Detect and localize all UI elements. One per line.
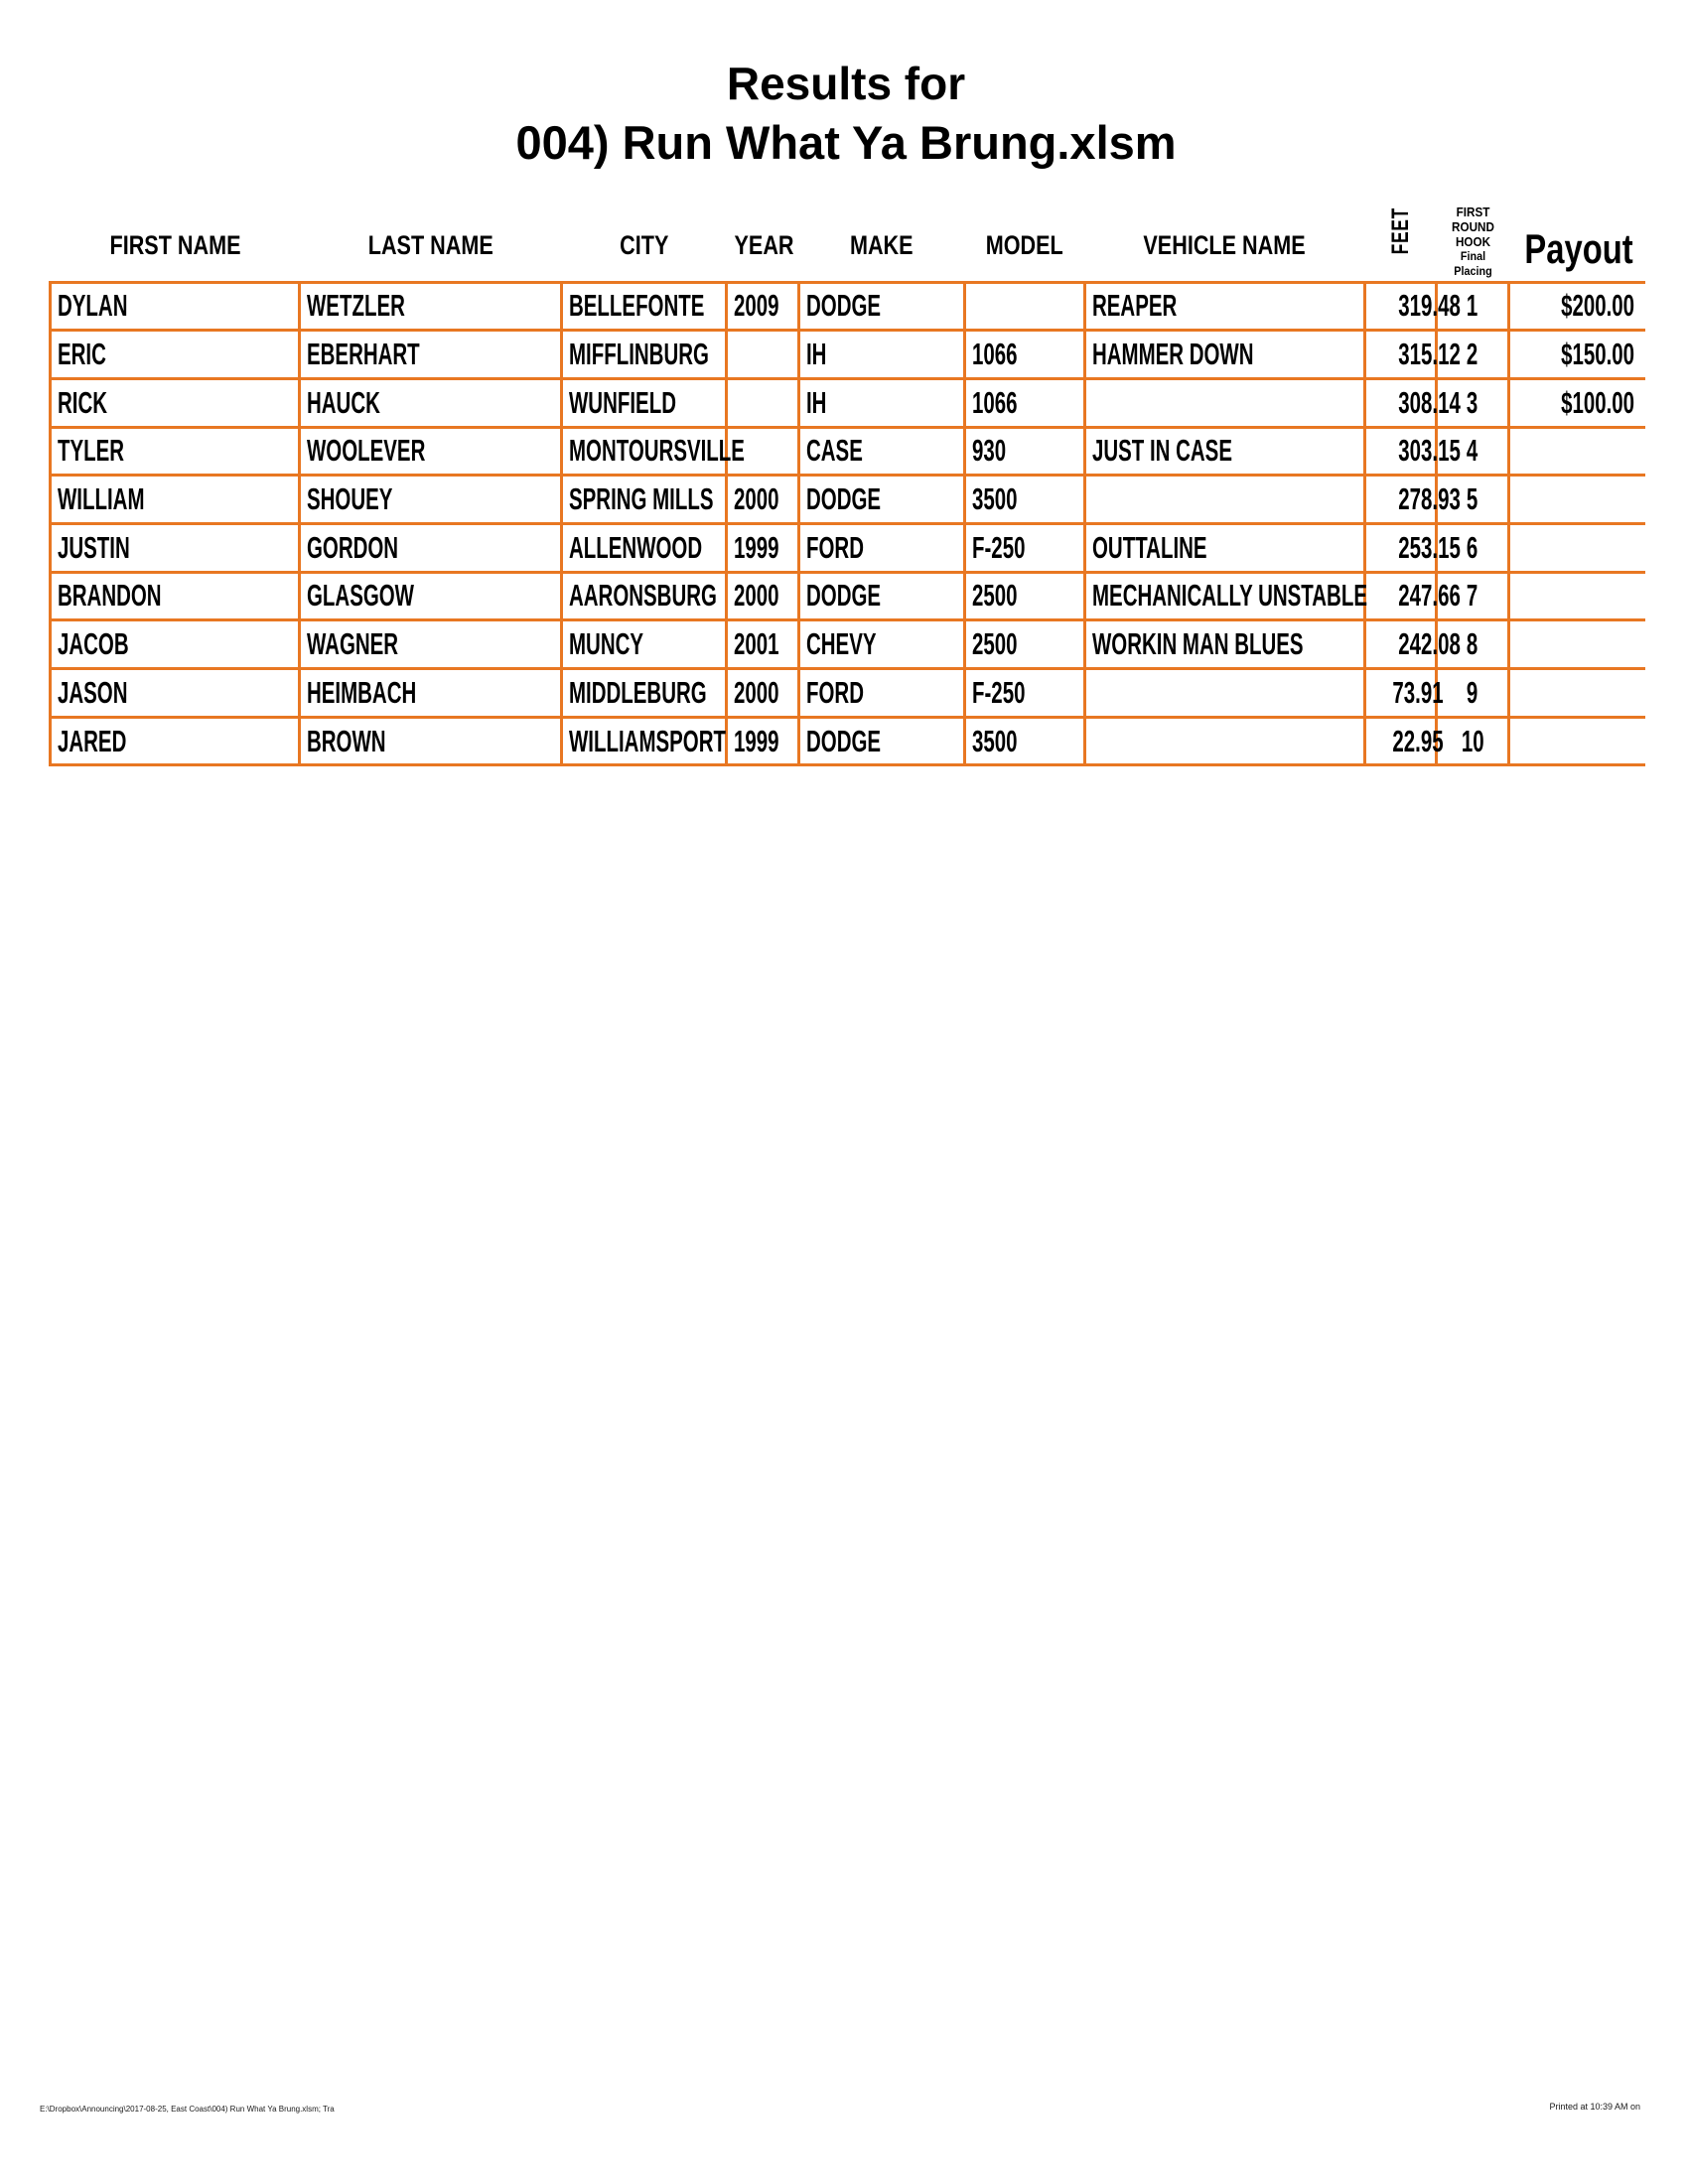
cell-city: BELLEFONTE <box>562 282 727 331</box>
cell-city: ALLENWOOD <box>562 523 727 572</box>
cell-placing: 3 <box>1437 378 1509 427</box>
table-row <box>51 717 1645 765</box>
header-vehicle-name: VEHICLE NAME <box>1143 229 1307 260</box>
cell-make: FORD <box>799 669 965 718</box>
cell-placing: 1 <box>1437 282 1509 331</box>
cell-feet: 73.91 <box>1365 669 1437 718</box>
table-row <box>51 331 1645 379</box>
header-city: CITY <box>619 229 669 260</box>
table-row <box>51 282 1645 331</box>
table-row <box>51 427 1645 476</box>
cell-placing: 10 <box>1437 717 1509 765</box>
cell-last-name: GLASGOW <box>300 572 562 620</box>
cell-vehicle-name <box>1085 476 1365 524</box>
cell-feet: 308.14 <box>1365 378 1437 427</box>
cell-year: 2000 <box>727 476 799 524</box>
cell-last-name: BROWN <box>300 717 562 765</box>
cell-make: CHEVY <box>799 620 965 669</box>
cell-year: 2000 <box>727 669 799 718</box>
cell-make: CASE <box>799 427 965 476</box>
cell-last-name: GORDON <box>300 523 562 572</box>
cell-placing: 2 <box>1437 331 1509 379</box>
cell-first-name: RICK <box>51 378 300 427</box>
cell-feet: 253.15 <box>1365 523 1437 572</box>
cell-first-name: JUSTIN <box>51 523 300 572</box>
cell-placing: 8 <box>1437 620 1509 669</box>
cell-payout <box>1509 572 1645 620</box>
cell-model: 2500 <box>965 620 1085 669</box>
cell-city: SPRING MILLS <box>562 476 727 524</box>
cell-make: DODGE <box>799 572 965 620</box>
cell-make: DODGE <box>799 717 965 765</box>
cell-first-name: ERIC <box>51 331 300 379</box>
cell-first-name: BRANDON <box>51 572 300 620</box>
cell-vehicle-name: HAMMER DOWN <box>1085 331 1365 379</box>
cell-last-name: WETZLER <box>300 282 562 331</box>
cell-first-name: TYLER <box>51 427 300 476</box>
footer-file-path: E:\Dropbox\Announcing\2017-08-25, East Coast\004) Run What Ya Brung.xlsm; Tra <box>40 2105 335 2114</box>
cell-payout <box>1509 476 1645 524</box>
cell-feet: 319.48 <box>1365 282 1437 331</box>
table-row <box>51 620 1645 669</box>
cell-vehicle-name <box>1085 669 1365 718</box>
cell-feet: 315.12 <box>1365 331 1437 379</box>
cell-year: 2009 <box>727 282 799 331</box>
cell-model: 1066 <box>965 378 1085 427</box>
cell-vehicle-name: WORKIN MAN BLUES <box>1085 620 1365 669</box>
cell-model <box>965 282 1085 331</box>
cell-year: 1999 <box>727 717 799 765</box>
cell-last-name: SHOUEY <box>300 476 562 524</box>
report-title-line1: Results for <box>726 58 966 109</box>
cell-payout <box>1509 427 1645 476</box>
header-feet: FEET <box>1386 207 1414 255</box>
cell-model: 2500 <box>965 572 1085 620</box>
cell-vehicle-name: REAPER <box>1085 282 1365 331</box>
cell-first-name: JASON <box>51 669 300 718</box>
cell-make: IH <box>799 331 965 379</box>
header-year: YEAR <box>734 229 794 260</box>
cell-city: AARONSBURG <box>562 572 727 620</box>
cell-year: 2001 <box>727 620 799 669</box>
cell-last-name: HAUCK <box>300 378 562 427</box>
cell-first-name: DYLAN <box>51 282 300 331</box>
report-title-line2: 004) Run What Ya Brung.xlsm <box>515 116 1177 169</box>
cell-feet: 278.93 <box>1365 476 1437 524</box>
header-last-name: LAST NAME <box>367 229 493 260</box>
header-first-round-hook-final-placing: FIRST ROUND HOOK Final Placing <box>1451 204 1494 278</box>
cell-year <box>727 331 799 379</box>
cell-payout <box>1509 620 1645 669</box>
table-row <box>51 378 1645 427</box>
cell-model: 1066 <box>965 331 1085 379</box>
cell-payout: $150.00 <box>1509 331 1645 379</box>
header-model: MODEL <box>986 229 1063 260</box>
cell-payout: $200.00 <box>1509 282 1645 331</box>
cell-feet: 247.66 <box>1365 572 1437 620</box>
header-payout: Payout <box>1523 224 1633 272</box>
results-table <box>49 192 1645 766</box>
cell-placing: 9 <box>1437 669 1509 718</box>
cell-first-name: WILLIAM <box>51 476 300 524</box>
table-row <box>51 523 1645 572</box>
cell-vehicle-name: OUTTALINE <box>1085 523 1365 572</box>
cell-city: MIFFLINBURG <box>562 331 727 379</box>
header-first-name: FIRST NAME <box>109 229 240 260</box>
cell-vehicle-name: MECHANICALLY UNSTABLE <box>1085 572 1365 620</box>
cell-last-name: WAGNER <box>300 620 562 669</box>
header-make: MAKE <box>850 229 914 260</box>
table-header-row <box>51 192 1645 282</box>
cell-year <box>727 378 799 427</box>
table-row <box>51 572 1645 620</box>
cell-city: WILLIAMSPORT <box>562 717 727 765</box>
cell-first-name: JARED <box>51 717 300 765</box>
cell-payout <box>1509 717 1645 765</box>
cell-last-name: HEIMBACH <box>300 669 562 718</box>
table-row <box>51 669 1645 718</box>
cell-feet: 303.15 <box>1365 427 1437 476</box>
cell-city: MONTOURSVILLE <box>562 427 727 476</box>
cell-payout <box>1509 523 1645 572</box>
report-title <box>49 58 1643 169</box>
cell-placing: 7 <box>1437 572 1509 620</box>
cell-first-name: JACOB <box>51 620 300 669</box>
cell-feet: 242.08 <box>1365 620 1437 669</box>
cell-vehicle-name <box>1085 378 1365 427</box>
cell-feet: 22.95 <box>1365 717 1437 765</box>
cell-placing: 4 <box>1437 427 1509 476</box>
cell-make: DODGE <box>799 282 965 331</box>
cell-payout: $100.00 <box>1509 378 1645 427</box>
cell-model: F-250 <box>965 669 1085 718</box>
cell-placing: 5 <box>1437 476 1509 524</box>
cell-city: MUNCY <box>562 620 727 669</box>
cell-make: FORD <box>799 523 965 572</box>
cell-city: MIDDLEBURG <box>562 669 727 718</box>
cell-make: DODGE <box>799 476 965 524</box>
cell-year: 1999 <box>727 523 799 572</box>
cell-last-name: WOOLEVER <box>300 427 562 476</box>
cell-model: F-250 <box>965 523 1085 572</box>
cell-payout <box>1509 669 1645 718</box>
cell-placing: 6 <box>1437 523 1509 572</box>
cell-last-name: EBERHART <box>300 331 562 379</box>
cell-vehicle-name: JUST IN CASE <box>1085 427 1365 476</box>
table-row <box>51 476 1645 524</box>
cell-model: 930 <box>965 427 1085 476</box>
cell-year: 2000 <box>727 572 799 620</box>
cell-model: 3500 <box>965 717 1085 765</box>
cell-vehicle-name <box>1085 717 1365 765</box>
cell-model: 3500 <box>965 476 1085 524</box>
cell-city: WUNFIELD <box>562 378 727 427</box>
footer-printed-timestamp: Printed at 10:39 AM on <box>1549 2102 1640 2112</box>
cell-make: IH <box>799 378 965 427</box>
